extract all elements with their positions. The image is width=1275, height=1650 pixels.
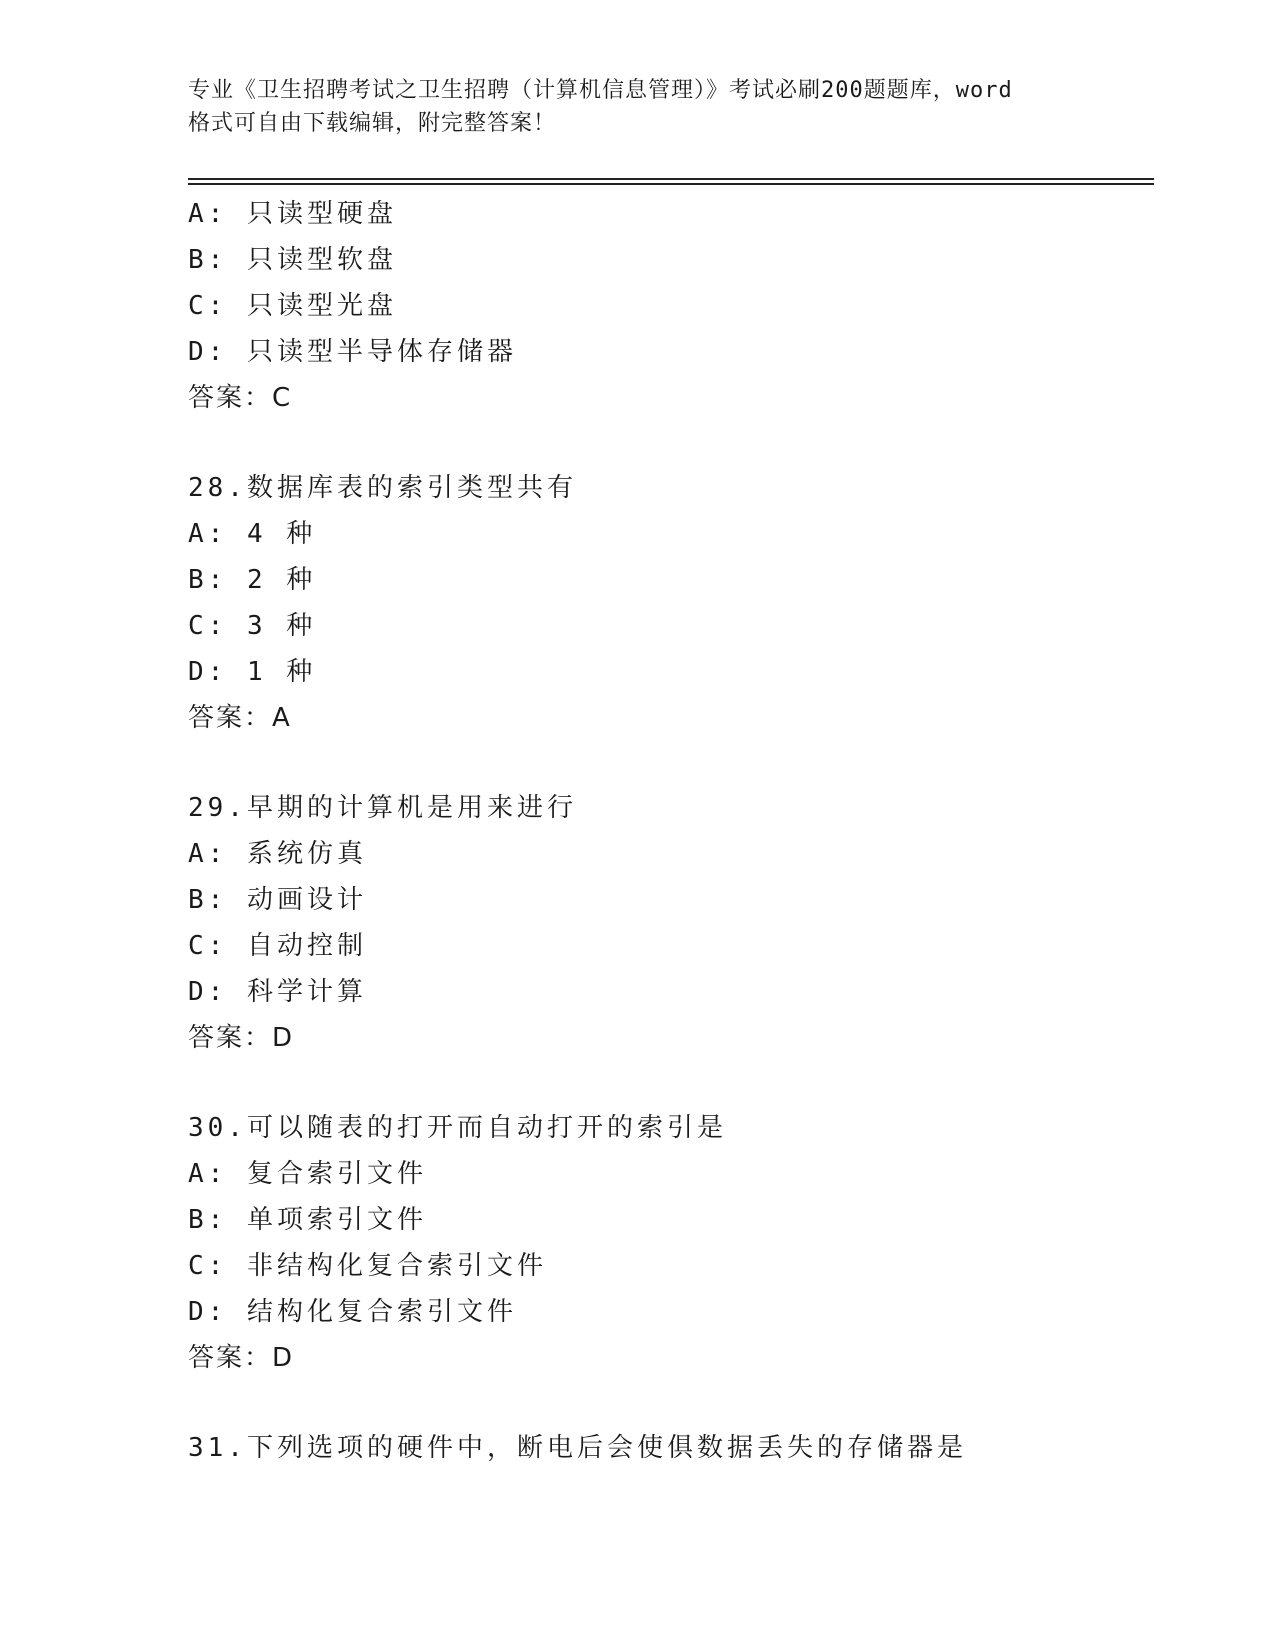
header-title-line-2: 格式可自由下载编辑，附完整答案！: [188, 111, 557, 136]
option-a: A: 4 种: [188, 519, 317, 549]
answer-line: 答案：C: [188, 383, 293, 413]
question-block-28: [188, 465, 1168, 741]
option-b: B: 单项索引文件: [188, 1205, 427, 1235]
option-a: A: 只读型硬盘: [188, 199, 397, 229]
question-block-27: [188, 191, 1168, 421]
question-list: [188, 191, 1168, 1471]
question-text: 31.下列选项的硬件中，断电后会使俱数据丢失的存储器是: [188, 1433, 967, 1463]
header-title-line-1: 专业《卫生招聘考试之卫生招聘（计算机信息管理）》考试必刷200题题库，word: [188, 78, 1013, 103]
option-a: A: 复合索引文件: [188, 1159, 427, 1189]
option-c: C: 3 种: [188, 611, 317, 641]
option-a: A: 系统仿真: [188, 839, 367, 869]
question-block-29: [188, 785, 1168, 1061]
option-d: D: 科学计算: [188, 977, 367, 1007]
option-b: B: 2 种: [188, 565, 317, 595]
option-d: D: 只读型半导体存储器: [188, 337, 517, 367]
option-d: D: 1 种: [188, 657, 317, 687]
header-divider-top: [188, 178, 1154, 180]
spacer: [188, 1061, 1168, 1105]
document-header: [188, 74, 1108, 140]
spacer: [188, 1381, 1168, 1425]
answer-line: 答案：D: [188, 1023, 295, 1053]
spacer: [188, 421, 1168, 465]
question-text: 29.早期的计算机是用来进行: [188, 793, 577, 823]
question-text: 28.数据库表的索引类型共有: [188, 473, 577, 503]
question-text: 30.可以随表的打开而自动打开的索引是: [188, 1113, 727, 1143]
question-block-30: [188, 1105, 1168, 1381]
option-c: C: 非结构化复合索引文件: [188, 1251, 547, 1281]
answer-line: 答案：A: [188, 703, 292, 733]
option-b: B: 只读型软盘: [188, 245, 397, 275]
option-d: D: 结构化复合索引文件: [188, 1297, 517, 1327]
option-c: C: 只读型光盘: [188, 291, 397, 321]
answer-line: 答案：D: [188, 1343, 295, 1373]
question-block-31: [188, 1425, 1168, 1471]
option-c: C: 自动控制: [188, 931, 367, 961]
spacer: [188, 741, 1168, 785]
header-divider-bottom: [188, 183, 1154, 185]
option-b: B: 动画设计: [188, 885, 367, 915]
